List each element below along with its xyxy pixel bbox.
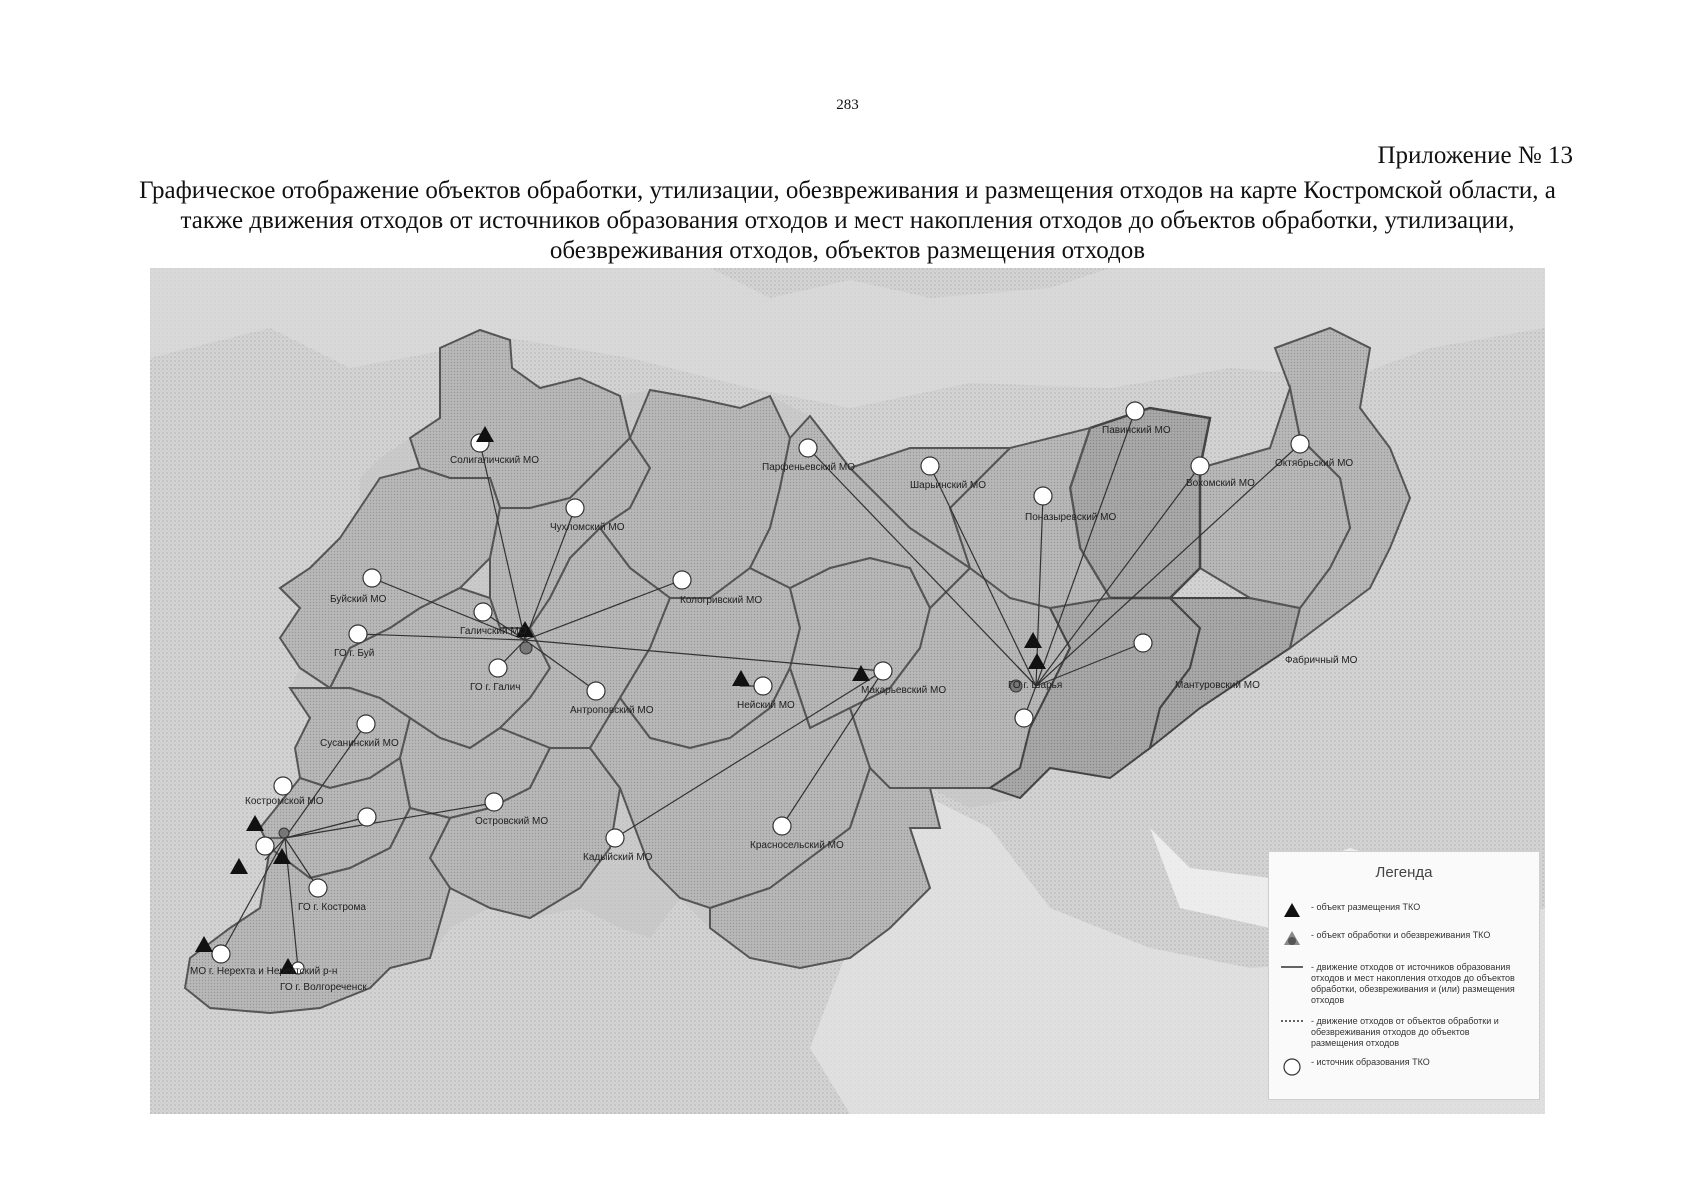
svg-text:Октябрьский МО: Октябрьский МО bbox=[1275, 458, 1354, 469]
svg-text:Кадыйский МО: Кадыйский МО bbox=[583, 852, 653, 863]
svg-text:ГО г. Кострома: ГО г. Кострома bbox=[298, 902, 366, 913]
svg-text:Сусанинский МО: Сусанинский МО bbox=[320, 738, 399, 749]
legend-item-dotted-flow: - движение отходов от объектов обработки и обезвреживания отходов до объектов размещения отходов bbox=[1281, 1016, 1521, 1049]
svg-text:Фабричный МО: Фабричный МО bbox=[1285, 655, 1358, 666]
svg-text:Вохомский МО: Вохомский МО bbox=[1186, 478, 1255, 489]
svg-text:Мантуровский МО: Мантуровский МО bbox=[1175, 680, 1260, 691]
svg-text:Антроповский МО: Антроповский МО bbox=[570, 705, 654, 716]
legend-item-processing: - объект обработки и обезвреживания ТКО bbox=[1281, 930, 1521, 948]
svg-text:Шарьинский МО: Шарьинский МО bbox=[910, 480, 987, 491]
svg-text:Нейский МО: Нейский МО bbox=[737, 700, 795, 711]
svg-text:ГО г. Буй: ГО г. Буй bbox=[334, 648, 375, 659]
svg-text:Буйский МО: Буйский МО bbox=[330, 594, 387, 605]
black-triangle-icon bbox=[1281, 902, 1303, 918]
legend-item-solid-flow: - движение отходов от источников образования отходов и мест накопления отходов до объектов обработки, обезвреживания и (или) размещения отходов bbox=[1281, 962, 1521, 1006]
svg-text:ГО г. Галич: ГО г. Галич bbox=[470, 682, 521, 693]
svg-text:Солигаличский МО: Солигаличский МО bbox=[450, 455, 540, 466]
svg-text:Островский МО: Островский МО bbox=[475, 816, 549, 827]
svg-text:Парфеньевский МО: Парфеньевский МО bbox=[762, 462, 856, 473]
document-title: Графическое отображение объектов обработки, утилизации, обезвреживания и размещения отходов на карте Костромской области, а также движения отходов от источников образования отходов и мест накопления отходов до объектов обработки, утилизации, обезвреживания отходов, объектов размещения отходов bbox=[139, 177, 1556, 264]
legend-title: Легенда bbox=[1375, 864, 1433, 881]
svg-text:Костромской МО: Костромской МО bbox=[245, 796, 324, 807]
svg-text:Галичский МО: Галичский МО bbox=[460, 626, 527, 637]
dotted-line-icon bbox=[1281, 1016, 1303, 1026]
svg-text:Чухломский МО: Чухломский МО bbox=[550, 522, 625, 533]
svg-text:Макарьевский МО: Макарьевский МО bbox=[861, 685, 947, 696]
legend-item-landfill: - объект размещения ТКО bbox=[1281, 902, 1521, 918]
svg-text:Поназыревский МО: Поназыревский МО bbox=[1025, 512, 1117, 523]
appendix-label: Приложение № 13 bbox=[1377, 142, 1573, 169]
svg-text:ГО г. Шарья: ГО г. Шарья bbox=[1008, 680, 1063, 691]
svg-text:ГО г. Волгореченск: ГО г. Волгореченск bbox=[280, 982, 367, 993]
svg-text:Кологривский МО: Кологривский МО bbox=[680, 595, 763, 606]
processing-facility-icon bbox=[1281, 930, 1303, 948]
svg-text:Красносельский МО: Красносельский МО bbox=[750, 840, 844, 851]
white-circle-icon bbox=[1281, 1057, 1303, 1077]
legend-item-source: - источник образования ТКО bbox=[1281, 1057, 1521, 1077]
map-legend bbox=[1268, 851, 1540, 1100]
svg-text:МО г. Нерехта и Нерехтский р-н: МО г. Нерехта и Нерехтский р-н bbox=[190, 966, 338, 977]
svg-text:Павинский МО: Павинский МО bbox=[1102, 425, 1171, 436]
page-number: 283 bbox=[836, 97, 859, 113]
solid-line-icon bbox=[1281, 962, 1303, 972]
